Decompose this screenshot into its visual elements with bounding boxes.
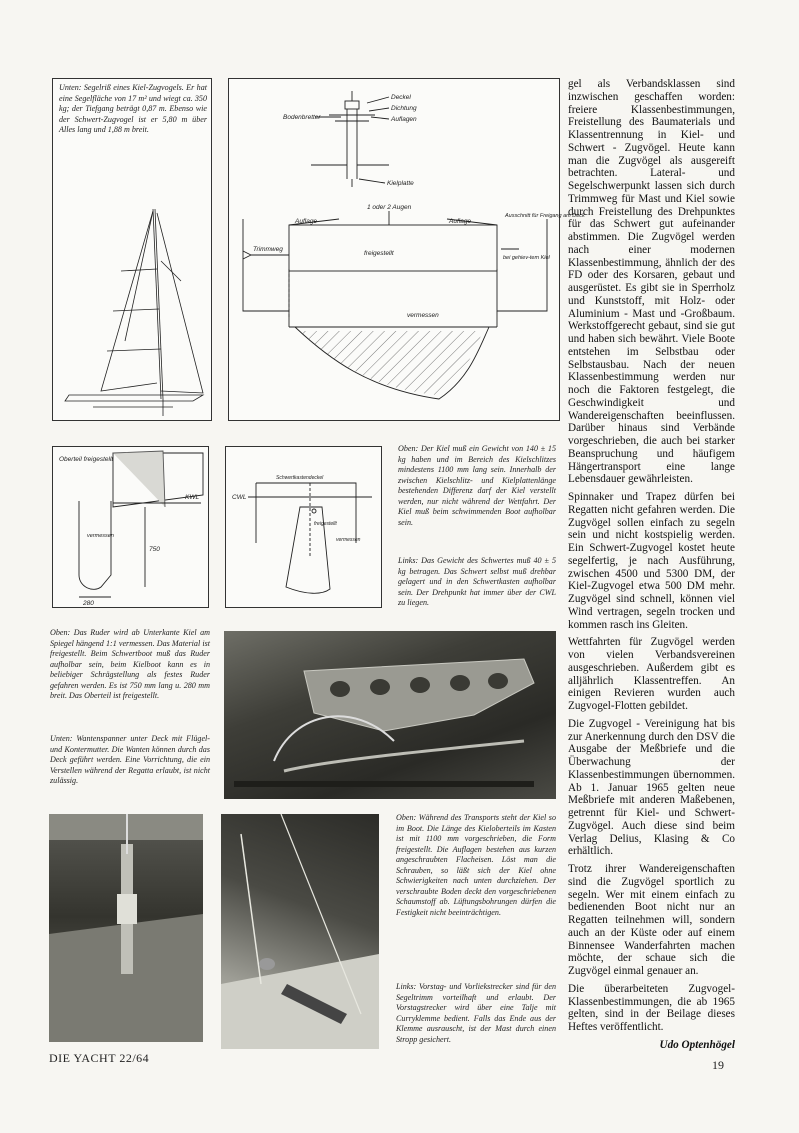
article-paragraph-1: gel als Verbandsklassen sind inzwischen geschaffen worden: freiere Klassenbestimmungen, Freistellung des Baumaterials und Klassentrennung in Kiel- und Schwert - Zugvögel. Heute kann man die Zugvögel als ausgereift betrachten. Lateral- und Segelschwerpunkt lassen sich durch Trimmweg für Mast und Kiel sowie durch Freistellung des Drehpunktes für das Schwert gut aufeinander abstimmen. Die Zugvögel werden nach einer modernen Klassenbestimmung, ähnlich der des FD oder des Korsaren, gebaut und ausgerüstet. Es gibt sie in Sperrholz und Kunststoff, mit Holz- oder Aluminium - Mast und -Großbaum. Werkstoffgerecht gebaut, sind sie gut und haben sich bewährt. Viele Boote entstehen im Selbstbau oder Selbstausbau. Nach der neuen Klassenbestimmung werden nur noch die Faktoren festgelegt, die Geschwindigkeit und Wandereigenschaften beeinflussen. Darüber hinaus sind Verbände vorgeschrieben, die auch bei starker Beanspruchung und häufigem Hängertransport eine lange Lebensdauer gewährleisten. — [568, 78, 735, 486]
stretcher-caption: Links: Vorstag- und Vorliekstrecker sind für den Segeltrimm vorteilhaft und erlaubt. Der Vorstagstrecker wird über eine Talje mit Curryklemme bedient. Falls das Ende aus der Klemme ausrauscht, ist der Mast durch einen Stropp gesichert. — [396, 982, 556, 1044]
forestay-stretcher-photo — [221, 814, 379, 1049]
shroud-tensioner-photo — [49, 814, 203, 1042]
centerboard-caption: Links: Das Gewicht des Schwertes muß 40 ± 5 kg betragen. Das Schwert selbst muß drehbar gelagert und in den Schwertkasten aufholbar sein. Der Drehpunkt hat immer über der CWL zu liegen. — [398, 556, 556, 607]
article-paragraph-2: Spinnaker und Trapez dürfen bei Regatten nicht gefahren werden. Die Zugvögel sollen einfach zu segeln sein und nicht kostspielig werden. Ein Schwert-Zugvogel kostet heute segelfertig, je nach Ausführung, zwischen 4500 und 5300 DM, der Kiel-Zugvogel etwa 500 DM mehr. Zugvögel sind schnell, können viel Wind vertragen, segeln trocken und kommen rasch ins Gleiten. — [568, 491, 735, 631]
label-auflage-left: Auflage — [295, 218, 318, 225]
rudder-figure — [52, 446, 209, 608]
label-freigestellt: freigestellt — [364, 250, 394, 257]
sailplan-caption: Unten: Segelriß eines Kiel-Zugvogels. Er hat eine Segelfläche von 17 m² und wiegt ca. 350 kg; der Tiefgang beträgt 0,87 m. Ebenso wie der Schwert-Zugvogel ist er 5,80 m über Alles lang und 1,88 m breit. — [59, 83, 207, 134]
label-trimmweg: Trimmweg — [253, 246, 283, 253]
rudder-diagram — [53, 447, 210, 609]
label-kielplatte: Kielplatte — [387, 180, 414, 187]
label-kwl: KWL — [185, 494, 200, 501]
keel-in-boat-photo — [224, 631, 556, 799]
keel-caption: Oben: Der Kiel muß ein Gewicht von 140 ± 15 kg haben und im Bereich des Kielschlitzes mindestens 1100 mm lang sein. Innerhalb der zwischen Kielschlitz- und Kielplattenlänge bestehenden Differenz darf der Kiel verstellt werden, nur nicht während der Wettfahrt. Der Kiel muß beim schwimmenden Boot aufholbar sein. — [398, 444, 556, 527]
label-kasten: Schwertkastendeckel — [276, 475, 324, 481]
sail-plan-drawing — [53, 151, 213, 421]
article-paragraph-4: Die Zugvogel - Vereinigung hat bis zur Anerkennung durch den DSV die Ausgabe der Meßbriefe und die Überwachung der Klassenbestimmungen übernommen. Ab 1. Januar 1965 gelten neue Meßbriefe mit anderen Maßebenen, getrennt für Kiel- und Schwert-Zugvögel. Auch diese sind beim Verlag Delius, Klasing & Co erhältlich. — [568, 717, 735, 858]
centerboard-figure — [225, 446, 382, 608]
page-number: 19 — [712, 1058, 724, 1072]
label-bodenbretter: Bodenbretter — [283, 114, 321, 121]
transport-caption: Oben: Während des Transports steht der Kiel so im Boot. Die Länge des Kieloberteils im Kasten ist mit 1100 mm vorgeschrieben, die Form freigestellt. Die Auflagen bestehen aus kurzen angeschraubten Flacheisen. Löst man die Schrauben, so läßt sich der Kiel ohne Schwierigkeiten nach unten durchziehen. Der verschraubte Boden deckt den vorgeschriebenen Schaumstoff ab. Lüftungsbohrungen dürfen die Festigkeit nicht beeinträchtigen. — [396, 813, 556, 917]
rudder-caption: Oben: Das Ruder wird ab Unterkante Kiel am Spiegel hängend 1:1 vermessen. Das Material ist freigestellt. Beim Schwertboot muß das Ruder aufholbar sein, beim Kielboot kann es in beliebiger Schrägstellung als festes Ruder gefahren werden. Es ist 750 mm lang u. 280 mm breit. Das Oberteil ist freigestellt. — [50, 628, 210, 700]
label-board-freigestellt: freigestellt — [314, 521, 337, 527]
label-ausschnitt: Ausschnitt für Freigang am Deck — [505, 213, 585, 219]
centerboard-diagram — [226, 447, 383, 609]
keel-measurement-figure — [228, 78, 585, 421]
label-750: 750 — [149, 546, 160, 553]
label-auflage-right: Auflage — [449, 218, 472, 225]
label-auflagen: Auflagen — [391, 116, 417, 123]
keel-diagram — [229, 79, 585, 422]
label-280: 280 — [83, 600, 94, 607]
label-cwl: CWL — [232, 494, 247, 501]
shrouds-caption: Unten: Wantenspanner unter Deck mit Flügel- und Kontermutter. Die Wanten können durch das Deck geführt werden. Eine Vorrichtung, die ein Verstellen während der Regatta erlaubt, ist nicht zulässig. — [50, 734, 210, 785]
label-dichtung: Dichtung — [391, 105, 417, 112]
article-column — [568, 78, 735, 1052]
magazine-footer: DIE YACHT 22/64 — [49, 1051, 150, 1065]
sailplan-figure — [52, 78, 212, 421]
article-paragraph-5: Trotz ihrer Wandereigenschaften sind die Zugvögel sportlich zu segeln. Wer mit einem einfach zu bedienenden Boot nicht nur an Regatten teilnehmen will, sondern auch an der Küste oder auf einem Binnensee Wanderfahrten machen möchte, der schaue sich die Zugvögel einmal genauer an. — [568, 863, 735, 977]
label-board-vermessen: vermessen — [336, 537, 361, 543]
author-name: Udo Optenhögel — [659, 1038, 735, 1051]
label-oberteil: Oberteil freigestellt — [59, 456, 114, 463]
label-deckel: Deckel — [391, 94, 411, 101]
article-paragraph-3: Wettfahrten für Zugvögel werden von vielen Verbandsvereinen ausgeschrieben. Außerdem gibt es alljährlich Klassentreffen. An einigen Revieren wurden auch Zugvogel-Flotten gebildet. — [568, 636, 735, 712]
label-augen: 1 oder 2 Augen — [367, 204, 412, 211]
label-vermessen: vermessen — [407, 312, 439, 319]
label-rudder-vermessen: vermessen — [87, 533, 114, 539]
article-paragraph-6: Die überarbeiteten Zugvogel-Klassenbestimmungen, die ab 1965 gelten, sind in der Beilage dieses Heftes veröffentlicht. — [568, 982, 735, 1033]
label-gehievt: bei gehiev-tem Kiel — [503, 255, 550, 261]
